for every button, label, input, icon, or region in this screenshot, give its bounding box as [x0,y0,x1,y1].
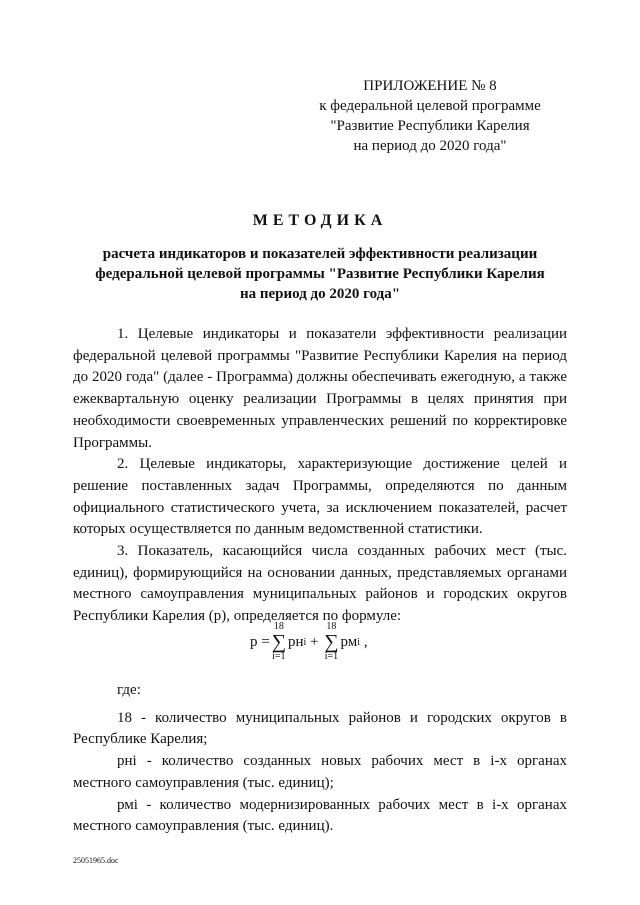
paragraph-2: 2. Целевые индикаторы, характеризующие достижение целей и решение поставленных задач Программы, определяются по данным официального статистического учета, за исключением показателей, расчет которых осуществляется по данным ведомственной статистики. [73,456,567,538]
definition-2: рнi - количество созданных новых рабочих мест в i-х органах местного самоуправления (тыс. единиц); [73,753,567,791]
where-label: где: [117,682,141,698]
title-line-3: на период до 2020 года" [239,286,401,302]
sum-upper-2: 18 [326,621,337,632]
definition-3: рмi - количество модернизированных рабочих мест в i-х органах местного самоуправления (тыс. единиц). [73,796,567,835]
sum-lower-1: i=1 [272,651,286,662]
sigma-icon: ∑ [271,631,286,653]
title-main: МЕТОДИКА [252,212,388,229]
appendix-number: ПРИЛОЖЕНИЕ № 8 [363,78,497,94]
definition-1: 18 - количество муниципальных районов и городских округов в Республике Карелия; [73,709,567,748]
formula [250,618,368,666]
term-2-sub: i [357,636,361,648]
footer-filename: 25051965.doc [73,856,119,865]
paragraph-3: 3. Показатель, касающийся числа созданных рабочих мест (тыс. единиц), формирующийся на основании данных, представляемых органами местного самоуправления муниципальных районов и городских округов Республики Карелия (р), определяется по формуле: [73,543,567,625]
appendix-header [300,76,560,156]
term-1-sub: i [303,636,307,648]
sigma-icon: ∑ [324,631,339,653]
document-title [0,212,640,304]
sum-symbol-2 [324,622,338,662]
sum-symbol-1 [272,622,286,662]
appendix-line-3: на период до 2020 года" [353,138,507,154]
body-paragraphs [73,324,567,628]
sum-lower-2: i=1 [324,651,339,662]
paragraph-1: 1. Целевые индикаторы и показатели эффективности реализации федеральной целевой программы "Развитие Республики Карелия на период до 2020 года" (далее - Программа) должны обеспечивать ежегодную, а также ежеквартальную оценку реализации Программы в целях принятия при необходимости своевременных управленческих решений по корректировке Программы. [73,326,567,451]
formula-lhs: р = [250,633,270,650]
title-line-1: расчета индикаторов и показателей эффективности реализации [102,246,538,262]
definitions [73,680,567,838]
plus-sign: + [310,633,319,650]
appendix-line-2: "Развитие Республики Карелия [330,118,530,134]
title-line-2: федеральной целевой программы "Развитие Республики Карелия [95,266,545,282]
sum-upper-1: 18 [273,621,284,632]
formula-tail: , [363,633,368,650]
term-2: рм [340,633,358,650]
appendix-line-1: к федеральной целевой программе [319,98,541,114]
term-1: рн [287,633,304,650]
